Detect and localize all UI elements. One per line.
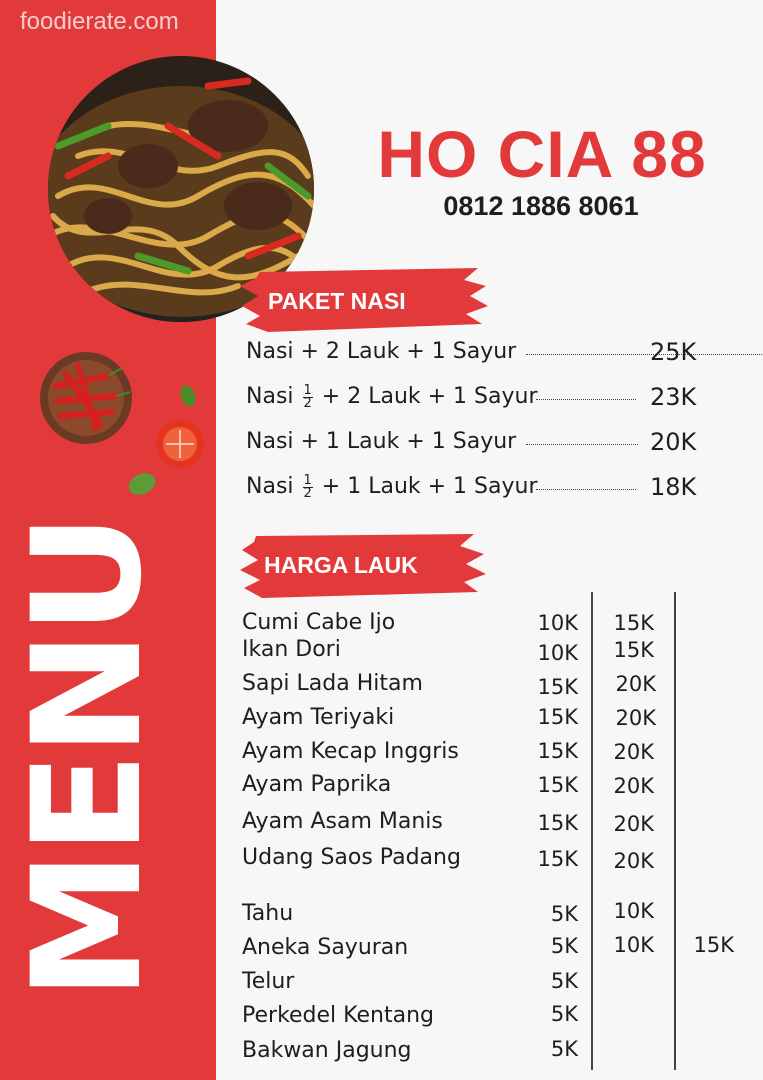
paket-price: 18K (650, 473, 697, 501)
lauk-name: Cumi Cabe Ijo (242, 610, 396, 635)
lauk-price-2: 10K (613, 933, 654, 957)
lauk-name: Aneka Sayuran (242, 935, 409, 960)
paket-name-suffix: + 1 Lauk + 1 Sayur (321, 474, 538, 499)
paket-price: 20K (650, 428, 697, 456)
paket-row (246, 335, 716, 369)
dotted-leader (536, 399, 636, 400)
dotted-leader (526, 444, 638, 445)
paket-price: 23K (650, 383, 697, 411)
lauk-name: Telur (242, 969, 295, 994)
lauk-price-2: 20K (613, 740, 654, 764)
lauk-name: Perkedel Kentang (242, 1003, 434, 1028)
lauk-price-1: 10K (537, 641, 578, 665)
lauk-price-1: 5K (550, 969, 578, 993)
fraction-numerator: 1 (303, 382, 312, 398)
dotted-leader (526, 354, 763, 355)
phone-number: 0812 1886 8061 (443, 191, 639, 221)
paket-name-prefix: Nasi (246, 474, 294, 499)
lauk-price-3: 15K (693, 933, 734, 957)
lauk-name: Ayam Paprika (242, 772, 392, 797)
half-fraction (303, 382, 313, 411)
lauk-price-1: 15K (537, 705, 578, 729)
paket-name-prefix: Nasi (246, 384, 294, 409)
lauk-name: Sapi Lada Hitam (242, 671, 423, 696)
restaurant-name: HO CIA 88 (377, 117, 707, 191)
fraction-denominator: 2 (303, 395, 312, 411)
fraction-denominator: 2 (303, 485, 312, 501)
lauk-name: Udang Saos Padang (242, 845, 461, 870)
lauk-price-2: 20K (615, 672, 656, 696)
paket-name (246, 470, 538, 504)
paket-name (246, 380, 538, 414)
column-divider (674, 592, 676, 1070)
lauk-name: Ikan Dori (242, 637, 341, 662)
lauk-price-1: 15K (537, 739, 578, 763)
paket-name: Nasi + 2 Lauk + 1 Sayur (246, 339, 517, 364)
lauk-name: Bakwan Jagung (242, 1038, 412, 1063)
lauk-price-1: 15K (537, 675, 578, 699)
paket-name: Nasi + 1 Lauk + 1 Sayur (246, 429, 517, 454)
lauk-price-1: 5K (550, 934, 578, 958)
lauk-price-2: 15K (613, 638, 654, 662)
lauk-price-2: 20K (615, 706, 656, 730)
column-divider (591, 592, 593, 1070)
lauk-name: Ayam Asam Manis (242, 809, 443, 834)
watermark: foodierate.com (20, 8, 179, 35)
lauk-name: Ayam Kecap Inggris (242, 739, 459, 764)
paket-nasi-title: PAKET NASI (268, 288, 406, 314)
paket-row (246, 470, 716, 504)
lauk-price-1: 10K (537, 611, 578, 635)
dotted-leader (536, 489, 636, 490)
lauk-price-2: 10K (613, 899, 654, 923)
paket-name-suffix: + 2 Lauk + 1 Sayur (321, 384, 538, 409)
lauk-price-1: 15K (537, 847, 578, 871)
lauk-price-1: 15K (537, 811, 578, 835)
paket-row (246, 425, 716, 459)
menu-side-title: MENU (1, 516, 175, 1000)
fraction-numerator: 1 (303, 472, 312, 488)
lauk-price-1: 5K (550, 902, 578, 926)
lauk-price-1: 5K (550, 1037, 578, 1061)
half-fraction (303, 472, 313, 501)
harga-lauk-title: HARGA LAUK (264, 552, 418, 578)
paket-price: 25K (650, 338, 697, 366)
lauk-name: Ayam Teriyaki (242, 705, 395, 730)
lauk-price-1: 5K (550, 1002, 578, 1026)
paket-row (246, 380, 716, 414)
lauk-price-2: 20K (613, 812, 654, 836)
lauk-price-2: 15K (613, 611, 654, 635)
lauk-price-2: 20K (613, 774, 654, 798)
lauk-price-1: 15K (537, 773, 578, 797)
chili-bowl-illustration (38, 346, 208, 501)
lauk-name: Tahu (242, 901, 294, 926)
lauk-price-2: 20K (613, 849, 654, 873)
